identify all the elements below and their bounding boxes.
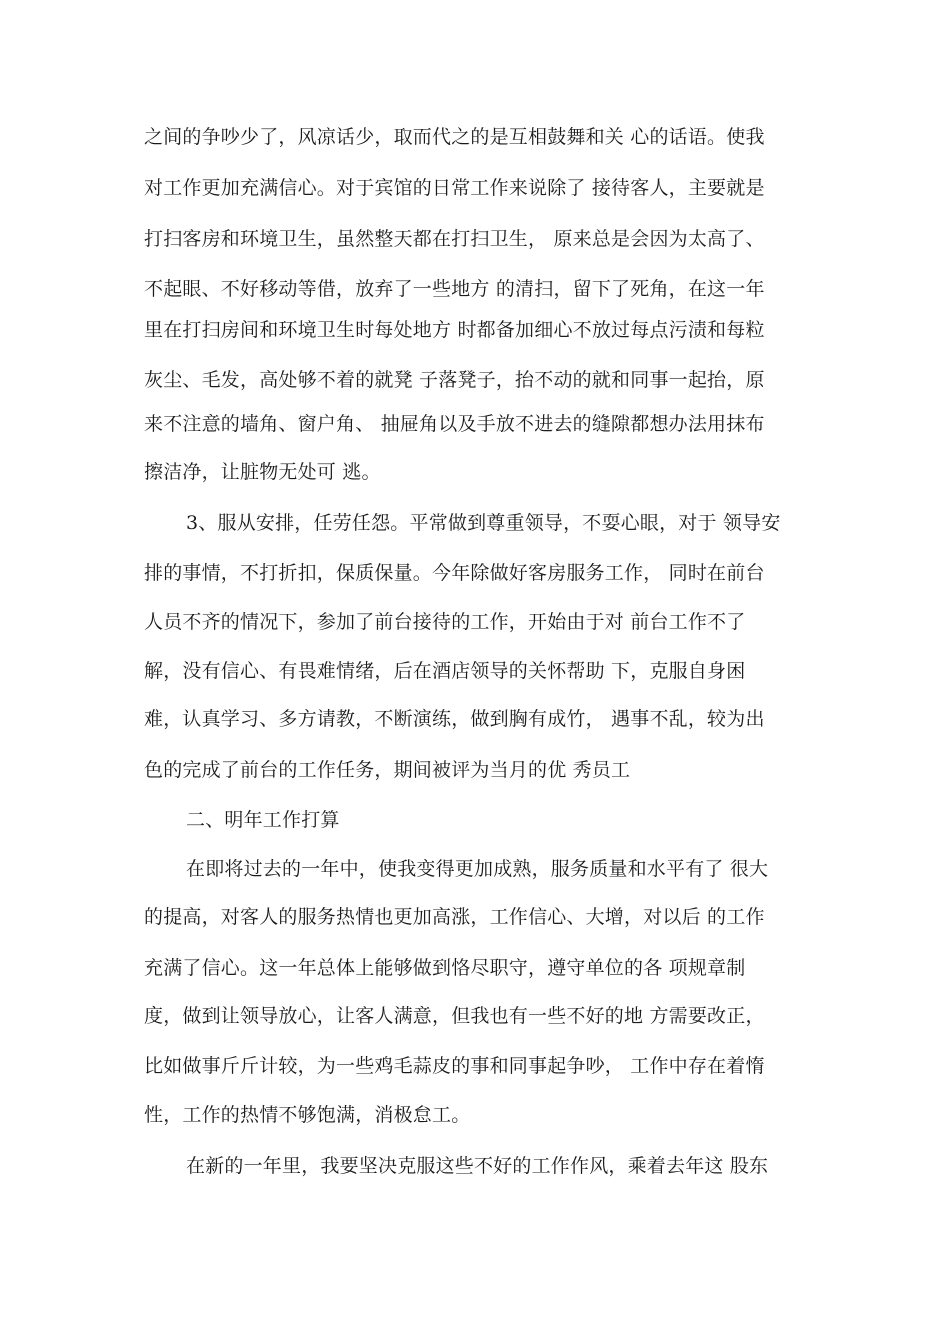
text-line: 不起眼、不好移动等借，放弃了一些地方 的清扫，留下了死角，在这一年	[144, 278, 765, 300]
text-line: 灰尘、毛发，高处够不着的就凳 子落凳子，抬不动的就和同事一起抬，原	[144, 369, 765, 391]
text-line: 对工作更加充满信心。对于宾馆的日常工作来说除了 接待客人，主要就是	[144, 177, 765, 199]
text-line: 排的事情，不打折扣，保质保量。今年除做好客房服务工作， 同时在前台	[144, 562, 765, 584]
text-line: 比如做事斤斤计较，为一些鸡毛蒜皮的事和同事起争吵， 工作中存在着惰	[144, 1055, 765, 1077]
text-line: 之间的争吵少了，风凉话少，取而代之的是互相鼓舞和关 心的话语。使我	[144, 126, 765, 148]
text-line: 色的完成了前台的工作任务，期间被评为当月的优 秀员工	[144, 759, 631, 781]
text-line: 难，认真学习、多方请教，不断演练，做到胸有成竹， 遇事不乱，较为出	[144, 708, 765, 730]
text-line: 人员不齐的情况下，参加了前台接待的工作，开始由于对 前台工作不了	[144, 611, 746, 633]
text-line: 打扫客房和环境卫生，虽然整天都在打扫卫生， 原来总是会因为太高了、	[144, 228, 765, 250]
text-line: 来不注意的墙角、窗户角、 抽屉角以及手放不进去的缝隙都想办法用抹布	[144, 413, 765, 435]
text-line: 擦洁净，让脏物无处可 逃。	[144, 461, 381, 483]
text-line: 充满了信心。这一年总体上能够做到恪尽职守，遵守单位的各 项规章制	[144, 957, 746, 979]
text-line: 的提高，对客人的服务热情也更加高涨，工作信心、大增，对以后 的工作	[144, 906, 765, 928]
section-heading: 二、明年工作打算	[186, 809, 340, 831]
paragraph-start-line: 在即将过去的一年中，使我变得更加成熟，服务质量和水平有了 很大	[186, 858, 769, 880]
text-line: 解，没有信心、有畏难情绪，后在酒店领导的关怀帮助 下，克服自身困	[144, 660, 746, 682]
text-line: 性，工作的热情不够饱满，消极怠工。	[144, 1104, 471, 1126]
text-line: 度，做到让领导放心，让客人满意，但我也有一些不好的地 方需要改正，	[144, 1005, 765, 1027]
paragraph-start-line: 3、服从安排，任劳任怨。平常做到尊重领导，不耍心眼，对于 领导安	[186, 512, 781, 534]
paragraph-start-line: 在新的一年里，我要坚决克服这些不好的工作作风，乘着去年这 股东	[186, 1155, 769, 1177]
text-line: 里在打扫房间和环境卫生时每处地方 时都备加细心不放过每点污渍和每粒	[144, 319, 765, 341]
